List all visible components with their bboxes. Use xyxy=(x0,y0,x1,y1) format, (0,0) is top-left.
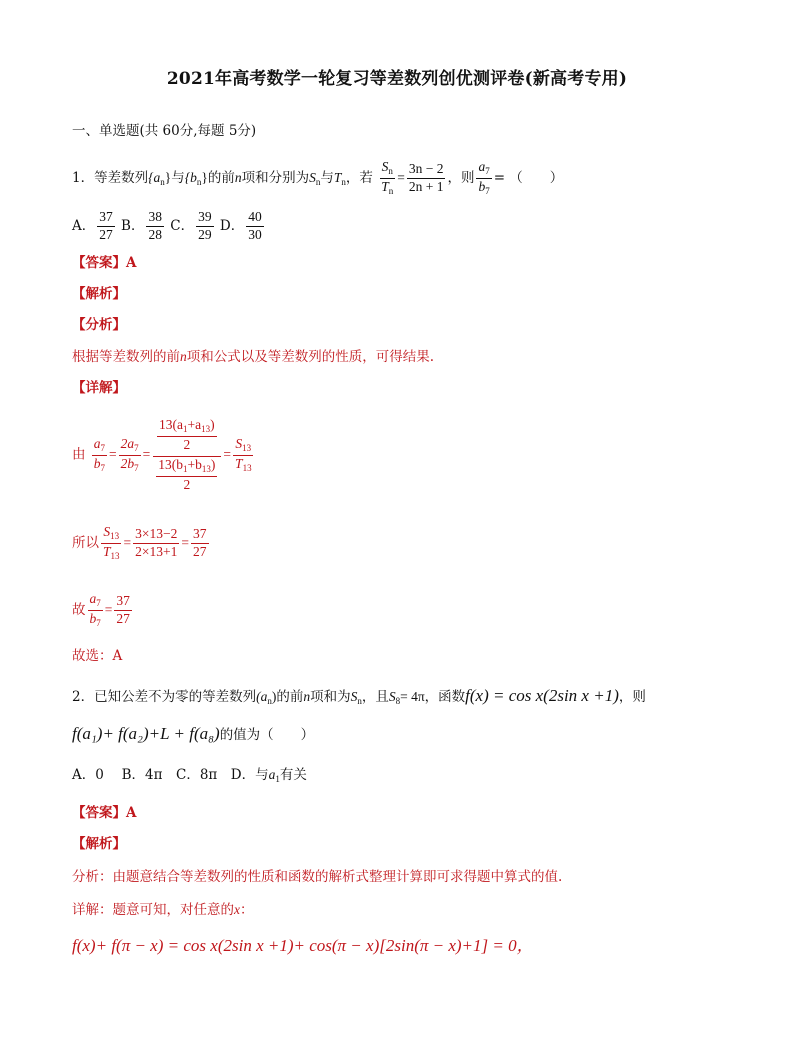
question-1-options xyxy=(72,210,266,243)
d3-bot-two: 2 xyxy=(183,476,191,492)
e2-den: 2×13+1 xyxy=(135,543,178,559)
d3-top-fraction xyxy=(157,418,217,455)
d3-bot-fraction xyxy=(156,458,217,493)
d2-den: 2b xyxy=(120,455,135,471)
q2-sum: f(a₁)+ f(a₂)+L + f(a₈) xyxy=(72,724,220,743)
d3-bot-b-sub: 13 xyxy=(201,463,211,474)
f2-fraction xyxy=(114,594,132,627)
option-d-den: 30 xyxy=(248,226,262,242)
q2-qie: ，且 xyxy=(361,689,389,705)
option-a-fraction xyxy=(97,210,115,243)
q2-stem-b: 的前 xyxy=(276,689,304,705)
q1-n: n xyxy=(234,169,242,185)
d3-top-b-sub: 13 xyxy=(201,424,211,434)
q1-suoyi: 所以 xyxy=(72,534,99,551)
q1-jiexi-heading: 【解析】 xyxy=(72,286,126,302)
d1-den: b xyxy=(93,455,101,471)
q1-answer: 【答案】A xyxy=(72,255,137,271)
option-c-num: 39 xyxy=(196,210,214,227)
q2-hanshu: ，函数 xyxy=(424,689,466,705)
option-a[interactable] xyxy=(72,209,117,242)
q2-S8-eq: = 4π xyxy=(400,689,425,704)
e1-num-sub: 13 xyxy=(110,531,120,541)
option-b-fraction xyxy=(146,210,164,243)
q1-T: T xyxy=(333,169,342,185)
d4-num: S xyxy=(235,435,243,451)
q2-S-sub: n xyxy=(357,696,362,706)
option-d[interactable] xyxy=(219,209,266,242)
q1-rhs-num: 3n − 2 xyxy=(407,162,446,179)
option-b[interactable] xyxy=(121,209,166,242)
d2-den-sub: 7 xyxy=(134,462,139,473)
d3-bot-a: 13(b xyxy=(158,456,184,472)
option-b-den: 28 xyxy=(148,226,162,242)
q1-ratio-num: S xyxy=(381,159,389,174)
q1-ask-num-sub: 7 xyxy=(485,166,490,176)
option-a-den: 27 xyxy=(99,226,113,242)
q1-paren: = （ ） xyxy=(493,169,564,186)
f1-den: b xyxy=(89,610,97,626)
d3-bot-a-sub: 1 xyxy=(183,463,188,474)
q1-T-sub: n xyxy=(341,176,346,187)
e3-fraction xyxy=(191,527,209,560)
q1-ask-fraction xyxy=(476,160,491,197)
f1-num: a xyxy=(89,591,97,606)
q2-func: f(x) = cos x(2sin x +1) xyxy=(465,686,619,705)
q1-S-sub: n xyxy=(315,176,321,187)
f2-num: 37 xyxy=(114,594,132,611)
option-d-label: D． xyxy=(219,217,245,234)
q2-S8-sub: 8 xyxy=(395,696,401,706)
q1-ask-den-sub: 7 xyxy=(485,185,490,196)
q2-jiexi-heading: 【解析】 xyxy=(72,836,126,852)
d3-bot-plus: +b xyxy=(187,456,202,472)
d4-fraction xyxy=(233,437,254,474)
d2-num: 2a xyxy=(120,435,135,451)
q1-ruo: ，若 xyxy=(345,169,373,186)
q1-S: S xyxy=(309,169,316,185)
q2-S: S xyxy=(350,689,358,704)
q1-seq-b: {b xyxy=(184,169,197,185)
q1-you: 由 xyxy=(72,446,86,463)
q1-fenxi-heading: 【分析】 xyxy=(72,317,126,333)
q1-derivation-1: 由 $\frac{a_7}{b_7}$ = $\frac{2a_7}{2b_7}$ = $\frac{\frac{13(a_1+a_{13})}{2}}{\frac{13(b_1+b_{13})}{2}}$ = $\frac{S_{13}}{T_{13}}$ xyxy=(72,417,252,492)
option-c-den: 29 xyxy=(198,226,212,242)
q2-seq-sub: n xyxy=(267,696,272,706)
q1-xiangjie-heading: 【详解】 xyxy=(72,380,126,396)
e1-den: T xyxy=(103,543,111,559)
d1-fraction xyxy=(92,437,107,474)
q1-derivation-3: 故 $\frac{a_7}{b_7}$ = $\frac{37}{27}$ xyxy=(72,591,130,628)
option-a-label: A． xyxy=(72,217,96,234)
q1-ratio-fraction xyxy=(379,160,395,197)
d3-top-two: 2 xyxy=(183,436,191,452)
q1-with: 与 xyxy=(171,169,185,186)
f1-fraction xyxy=(88,592,103,629)
f1-num-sub: 7 xyxy=(96,598,101,608)
q1-rhs-den: 2n + 1 xyxy=(408,178,444,194)
q1-and: 与 xyxy=(320,169,334,186)
option-a-num: 37 xyxy=(97,210,115,227)
q2-opt-a1-sub: 1 xyxy=(275,774,280,784)
d1-num: a xyxy=(93,435,101,451)
question-1-stem xyxy=(72,160,563,197)
q1-fenxi-b: 项和公式以及等差数列的性质，可得结果. xyxy=(186,349,435,365)
d2-fraction xyxy=(119,437,141,474)
q2-stem-c: 项和为 xyxy=(310,689,351,705)
q2-fenxi-text: 分析：由题意结合等差数列的性质和函数的解析式整理计算即可求得题中算式的值. xyxy=(72,869,563,885)
q1-ask-den: b xyxy=(478,178,486,194)
d1-den-sub: 7 xyxy=(100,462,106,473)
q2-stem-a: 2．已知公差不为零的等差数列 xyxy=(72,689,257,705)
q1-seq-a-sub: n xyxy=(160,176,165,187)
e1-fraction xyxy=(101,525,122,562)
f2-den: 27 xyxy=(116,610,130,626)
d4-num-sub: 13 xyxy=(242,442,252,453)
q1-derivation-2: 所以 $\frac{S_{13}}{T_{13}}$ = $\frac{3\times 13-2}{2\times 13+1}$ = $\frac{37}{27}$ xyxy=(72,524,207,561)
d4-den-sub: 13 xyxy=(242,462,252,473)
f1-den-sub: 7 xyxy=(96,617,101,628)
q1-ze: ，则 xyxy=(447,169,475,186)
section-heading: 一、单选题(共 60分,每题 5分) xyxy=(72,123,257,139)
q2-options-text: A．0 B．4π C．8π D．与 xyxy=(72,767,269,783)
d3-top-plus: +a xyxy=(187,417,202,432)
q1-ask-num: a xyxy=(478,159,486,174)
q1-fenxi-a: 根据等差数列的前 xyxy=(72,349,180,365)
d3-top-a: 13(a xyxy=(159,417,184,432)
q1-seq-a-close: } xyxy=(164,169,172,185)
q1-seq-b-sub: n xyxy=(196,176,202,187)
q2-identity-text: f(x)+ f(π − x) = cos x(2sin x +1)+ cos(π − x)[2sin(π − x)+1] = 0， xyxy=(72,936,534,955)
q1-eq: = xyxy=(397,169,405,185)
e2-num: 3×13−2 xyxy=(133,527,179,544)
question-2-options[interactable] xyxy=(72,768,307,784)
q1-seq-b-close: } xyxy=(201,169,208,185)
q2-identity xyxy=(72,937,534,955)
option-d-fraction xyxy=(246,210,264,243)
q2-xiangjie-text xyxy=(72,903,254,918)
option-c-fraction xyxy=(196,210,214,243)
q2-zhi: 的值为（ ） xyxy=(219,727,315,743)
q2-seq: (a xyxy=(256,689,268,704)
q1-ratio-num-sub: n xyxy=(388,166,393,176)
d3-top-close: ) xyxy=(210,417,215,432)
d2-num-sub: 7 xyxy=(134,442,139,453)
question-2-sum xyxy=(72,725,314,743)
q1-final-choice: 故选：A xyxy=(72,648,123,664)
q1-fenxi-n: n xyxy=(180,349,187,364)
d3-compound-fraction xyxy=(152,418,221,492)
q1-seq-a: {a xyxy=(148,169,161,185)
q2-S8: S xyxy=(388,689,396,704)
q1-rhs-fraction xyxy=(407,162,446,195)
q1-gu: 故 xyxy=(72,601,86,618)
e3-den: 27 xyxy=(193,543,207,559)
e1-num: S xyxy=(103,524,111,539)
option-c-label: C． xyxy=(170,217,195,234)
option-d-num: 40 xyxy=(246,210,264,227)
q1-ratio-den: T xyxy=(381,178,389,194)
q2-opt-a1: a xyxy=(268,767,276,782)
page-title: 2021年高考数学一轮复习等差数列创优测评卷(新高考专用) xyxy=(166,69,628,89)
q2-n: n xyxy=(303,689,311,704)
q2-xiangjie-a: 详解：题意可知，对任意的 xyxy=(72,902,234,918)
d1-num-sub: 7 xyxy=(100,442,106,453)
q1-stem-b: 的前 xyxy=(207,169,235,186)
q1-ratio-den-sub: n xyxy=(388,185,394,196)
option-b-label: B． xyxy=(121,217,145,234)
q2-ze: ，则 xyxy=(618,689,646,705)
q2-seq-close: ) xyxy=(271,689,277,704)
e3-num: 37 xyxy=(191,527,209,544)
d3-top-a-sub: 1 xyxy=(183,424,188,434)
q1-stem-c: 项和分别为 xyxy=(241,169,310,186)
q2-opt-tail: 有关 xyxy=(279,767,307,783)
option-c[interactable] xyxy=(170,209,215,242)
e1-den-sub: 13 xyxy=(110,550,120,561)
q1-stem-text: 1．等差数列 xyxy=(72,169,149,186)
d3-bot-close: ) xyxy=(210,456,216,472)
q2-xiangjie-b: ： xyxy=(240,902,254,918)
q1-fenxi-text xyxy=(72,350,434,365)
question-2-stem xyxy=(72,687,646,706)
option-b-num: 38 xyxy=(146,210,164,227)
q2-x: x xyxy=(234,902,240,917)
d4-den: T xyxy=(235,455,243,471)
e2-fraction xyxy=(133,527,179,560)
q2-answer: 【答案】A xyxy=(72,805,137,821)
